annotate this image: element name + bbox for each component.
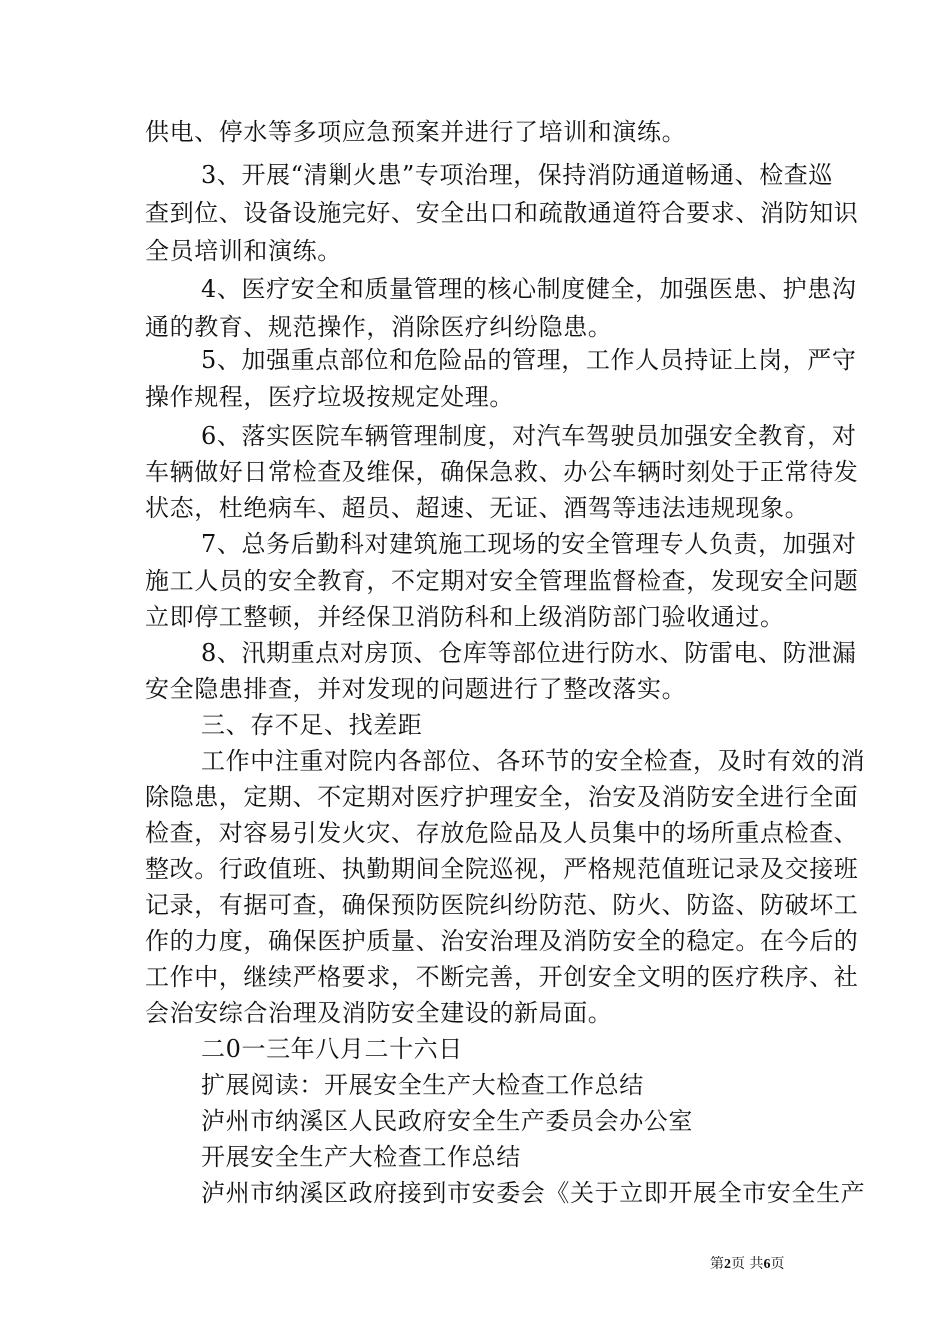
- text-line-4: 全员培训和演练。: [145, 237, 342, 265]
- text-line-11: 状态，杜绝病车、超员、超速、无证、酒驾等违法违规现象。: [145, 494, 810, 522]
- issuing-office: 泸州市纳溪区人民政府安全生产委员会办公室: [201, 1107, 693, 1135]
- text-line-20: 检查，对容易引发火灾、存放危险品及人员集中的场所重点检查、: [145, 819, 859, 847]
- page-footer: [710, 1255, 820, 1274]
- text-line-23: 作的力度，确保医护质量、治安治理及消防安全的稳定。在今后的: [145, 927, 859, 955]
- text-line-19: 除隐患，定期、不定期对医疗护理安全，治安及消防安全进行全面: [145, 783, 859, 811]
- current-page-number: 2: [724, 1257, 731, 1272]
- text-line-22: 记录，有据可查，确保预防医院纠纷防范、防火、防盗、防破坏工: [145, 891, 859, 919]
- text-line-13: 施工人员的安全教育，不定期对安全管理监督检查，发现安全问题: [145, 567, 859, 595]
- text-line-21: 整改。行政值班、执勤期间全院巡视，严格规范值班记录及交接班: [145, 855, 859, 883]
- total-page-number: 6: [763, 1257, 771, 1272]
- text-line-7: 5、加强重点部位和危险品的管理，工作人员持证上岗，严守: [201, 346, 857, 374]
- footer-prefix: 第: [710, 1256, 724, 1272]
- footer-suffix: 页: [770, 1256, 785, 1272]
- text-line-5: 4、医疗安全和质量管理的核心制度健全，加强医患、护患沟: [201, 275, 857, 303]
- text-line-6: 通的教育、规范操作，消除医疗纠纷隐患。: [145, 313, 613, 341]
- text-line-24: 工作中，继续严格要求，不断完善，开创安全文明的医疗秩序、社: [145, 963, 859, 991]
- text-line-2: 3、开展“清剿火患”专项治理，保持消防通道畅通、检查巡: [201, 161, 834, 189]
- text-line-1: 供电、停水等多项应急预案并进行了培训和演练。: [145, 118, 687, 146]
- text-line-18: 工作中注重对院内各部位、各环节的安全检查，及时有效的消: [201, 747, 866, 775]
- text-line-25: 会治安综合治理及消防安全建设的新局面。: [145, 999, 613, 1027]
- extended-reading-title: 扩展阅读：开展安全生产大检查工作总结: [201, 1071, 644, 1099]
- text-line-16: 安全隐患排查，并对发现的问题进行了整改落实。: [145, 675, 687, 703]
- date-line: 二0一三年八月二十六日: [201, 1035, 463, 1063]
- text-line-10: 车辆做好日常检查及维保，确保急救、办公车辆时刻处于正常待发: [145, 458, 859, 486]
- text-line-30: 泸州市纳溪区政府接到市安委会《关于立即开展全市安全生产: [201, 1179, 866, 1207]
- text-line-14: 立即停工整顿，并经保卫消防科和上级消防部门验收通过。: [145, 603, 785, 631]
- text-line-8: 操作规程，医疗垃圾按规定处理。: [145, 383, 514, 411]
- text-line-15: 8、汛期重点对房顶、仓库等部位进行防水、防雷电、防泄漏: [201, 639, 857, 667]
- text-line-3: 查到位、设备设施完好、安全出口和疏散通道符合要求、消防知识: [145, 199, 859, 227]
- footer-middle: 页 共: [731, 1256, 764, 1272]
- text-line-9: 6、落实医院车辆管理制度，对汽车驾驶员加强安全教育，对: [201, 422, 857, 450]
- text-line-12: 7、总务后勤科对建筑施工现场的安全管理专人负责，加强对: [201, 530, 857, 558]
- report-title: 开展安全生产大检查工作总结: [201, 1143, 521, 1171]
- section-heading: 三、存不足、找差距: [201, 711, 423, 739]
